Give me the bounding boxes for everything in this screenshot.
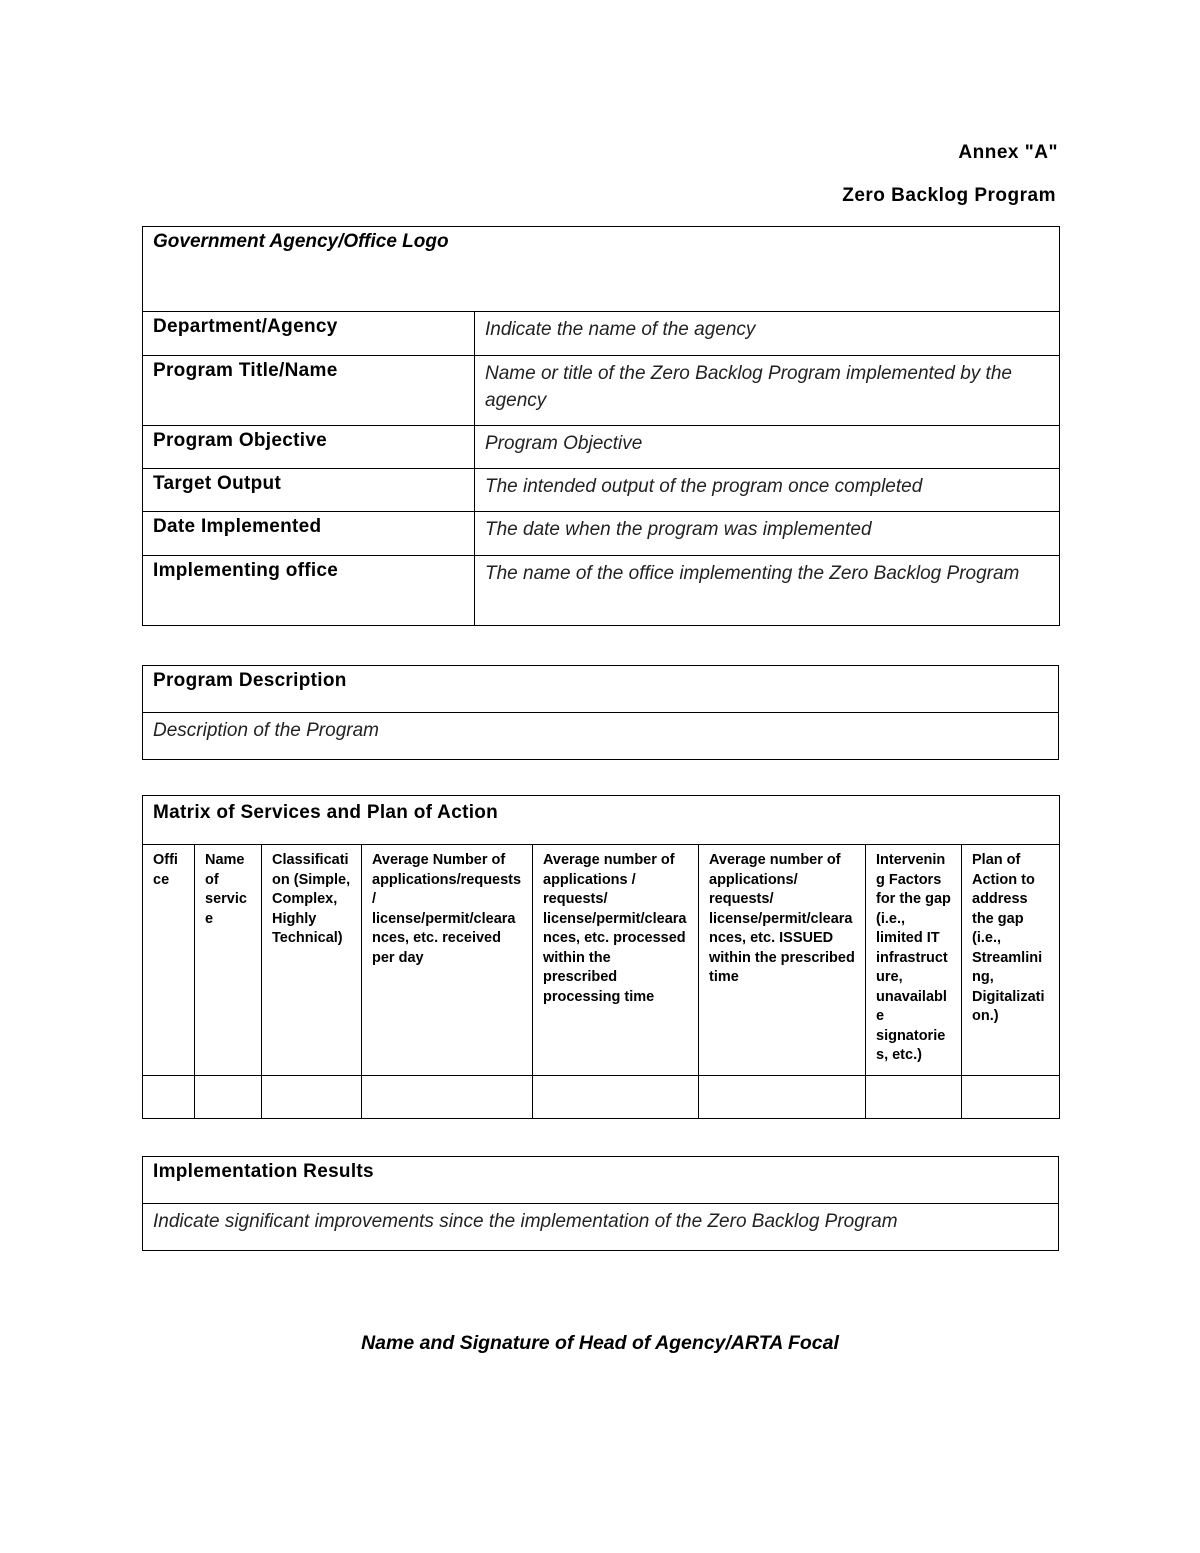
implementation-results-table	[142, 1156, 1059, 1251]
row-label: Date Implemented	[143, 512, 475, 556]
row-label: Program Title/Name	[143, 356, 475, 426]
department-field[interactable]: Indicate the name of the agency	[475, 312, 1060, 356]
table-row	[143, 469, 1060, 512]
table-cell[interactable]	[362, 1076, 533, 1119]
services-matrix-table	[142, 795, 1060, 1119]
section-title: Program Description	[143, 666, 1059, 713]
row-label: Department/Agency	[143, 312, 475, 356]
table-cell[interactable]	[262, 1076, 362, 1119]
target-output-field[interactable]: The intended output of the program once completed	[475, 469, 1060, 512]
table-row	[143, 356, 1060, 426]
column-header: Average Number of applications/requests/ license/permit/clearances, etc. received per day	[362, 845, 533, 1076]
program-info-table	[142, 226, 1060, 626]
table-row	[143, 312, 1060, 356]
row-label: Target Output	[143, 469, 475, 512]
date-implemented-field[interactable]: The date when the program was implemented	[475, 512, 1060, 556]
column-header: Office	[143, 845, 195, 1076]
row-label: Program Objective	[143, 426, 475, 469]
program-title-field[interactable]: Name or title of the Zero Backlog Program implemented by the agency	[475, 356, 1060, 426]
annex-label: Annex "A"	[958, 142, 1058, 163]
section-title: Implementation Results	[143, 1157, 1059, 1204]
results-field[interactable]: Indicate significant improvements since the implementation of the Zero Backlog Program	[143, 1204, 1059, 1251]
program-heading: Zero Backlog Program	[842, 185, 1056, 206]
table-row	[143, 556, 1060, 626]
table-row	[143, 426, 1060, 469]
column-header: Intervening Factors for the gap (i.e., limited IT infrastructure, unavailable signatories, etc.)	[866, 845, 962, 1076]
description-field[interactable]: Description of the Program	[143, 713, 1059, 760]
logo-placeholder[interactable]: Government Agency/Office Logo	[143, 227, 1060, 312]
table-cell[interactable]	[195, 1076, 262, 1119]
column-header: Classification (Simple, Complex, Highly Technical)	[262, 845, 362, 1076]
implementing-office-field[interactable]: The name of the office implementing the Zero Backlog Program	[475, 556, 1060, 626]
table-cell[interactable]	[533, 1076, 699, 1119]
table-row	[143, 1076, 1060, 1119]
table-row	[143, 512, 1060, 556]
table-cell[interactable]	[699, 1076, 866, 1119]
column-header: Name of service	[195, 845, 262, 1076]
section-title: Matrix of Services and Plan of Action	[143, 796, 1060, 845]
table-cell[interactable]	[962, 1076, 1060, 1119]
column-header: Average number of applications/ requests/ license/permit/clearances, etc. ISSUED within the prescribed time	[699, 845, 866, 1076]
signature-line: Name and Signature of Head of Agency/ARTA Focal	[361, 1332, 839, 1354]
column-header: Average number of applications / requests/ license/permit/clearances, etc. processed within the prescribed processing time	[533, 845, 699, 1076]
program-objective-field[interactable]: Program Objective	[475, 426, 1060, 469]
table-cell[interactable]	[143, 1076, 195, 1119]
program-description-table	[142, 665, 1059, 760]
row-label: Implementing office	[143, 556, 475, 626]
table-cell[interactable]	[866, 1076, 962, 1119]
column-header: Plan of Action to address the gap (i.e., Streamlining, Digitalization.)	[962, 845, 1060, 1076]
